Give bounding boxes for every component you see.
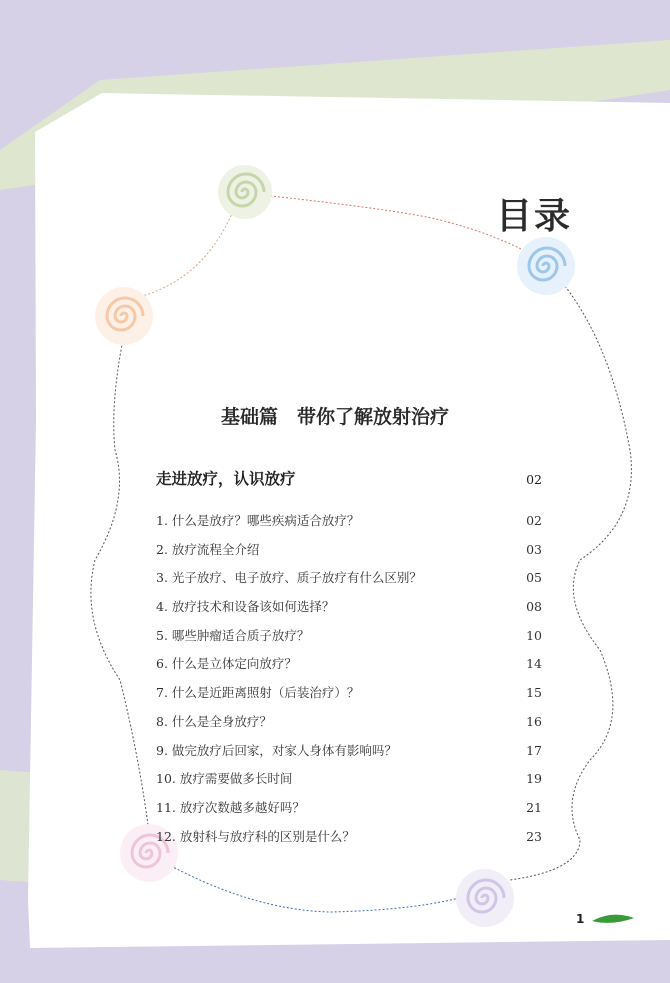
toc-item-label: 8. 什么是全身放疗？	[156, 713, 272, 729]
toc-section-page: 02	[526, 472, 542, 487]
toc-item[interactable]	[156, 626, 542, 655]
spiral-blue-icon	[517, 237, 575, 295]
toc-item-label: 10. 放疗需要做多长时间	[156, 771, 293, 787]
toc-section-label: 走进放疗，认识放疗	[156, 469, 296, 488]
toc-item-label: 9. 做完放疗后回家，对家人身体有影响吗？	[156, 742, 397, 758]
toc-item[interactable]	[156, 597, 542, 626]
toc-item-page: 21	[526, 799, 542, 815]
toc-item[interactable]	[156, 798, 542, 827]
toc-item-label: 11. 放疗次数越多越好吗？	[156, 799, 305, 815]
toc-item[interactable]	[156, 568, 542, 597]
toc-item[interactable]	[156, 511, 542, 540]
toc-item-label: 3. 光子放疗、电子放疗、质子放疗有什么区别？	[156, 570, 422, 586]
toc-item[interactable]	[156, 654, 542, 683]
toc-item-label: 1. 什么是放疗？哪些疾病适合放疗？	[156, 513, 360, 528]
page-number: 1	[576, 912, 585, 926]
table-of-contents	[156, 467, 542, 855]
toc-item-label: 4. 放疗技术和设备该如何选择？	[156, 599, 335, 615]
toc-item-page: 16	[526, 713, 542, 729]
toc-item-page: 14	[526, 656, 542, 672]
toc-item-page: 23	[526, 828, 542, 844]
toc-item[interactable]	[156, 712, 542, 741]
toc-item-page: 10	[526, 627, 542, 643]
toc-item[interactable]	[156, 769, 542, 798]
toc-item[interactable]	[156, 540, 542, 569]
part-title: 基础篇 带你了解放射治疗	[220, 406, 449, 428]
toc-item[interactable]	[156, 683, 542, 712]
toc-item-page: 03	[526, 541, 542, 557]
toc-item-label: 12. 放射科与放疗科的区别是什么？	[156, 828, 355, 844]
toc-item-label: 2. 放疗流程全介绍	[156, 541, 260, 557]
toc-item[interactable]	[156, 741, 542, 770]
toc-item-label: 5. 哪些肿瘤适合质子放疗？	[156, 627, 310, 643]
toc-item-page: 19	[526, 771, 542, 787]
spiral-orange-icon	[95, 287, 153, 345]
toc-item-label: 6. 什么是立体定向放疗？	[156, 656, 297, 672]
toc-item-page: 08	[526, 599, 542, 615]
toc-item-page: 05	[526, 570, 542, 586]
page-title: 目录	[495, 196, 572, 237]
toc-item-page: 15	[526, 685, 542, 701]
toc-item-page: 17	[526, 742, 542, 758]
toc-section[interactable]	[156, 467, 542, 511]
toc-item[interactable]	[156, 827, 542, 856]
toc-item-label: 7. 什么是近距离照射（后装治疗）？	[156, 685, 360, 701]
spiral-green-icon	[218, 165, 272, 219]
spiral-purple-icon	[456, 869, 514, 927]
toc-item-page: 02	[526, 513, 542, 528]
